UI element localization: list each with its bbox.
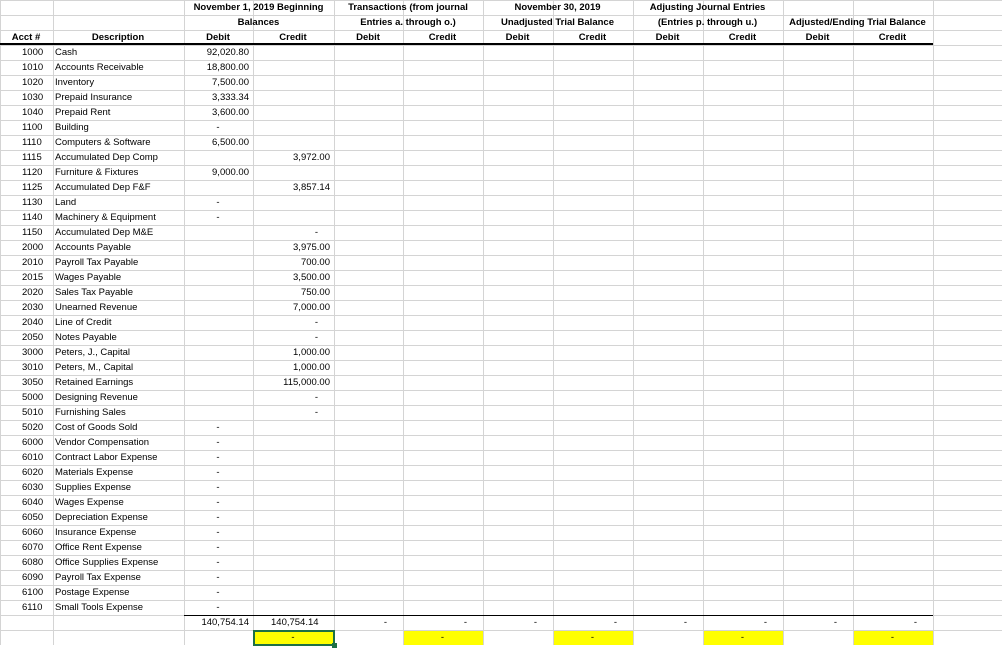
total-cell[interactable]: -	[913, 617, 917, 628]
header-group-title-line2: Adjusted/Ending Trial Balance	[789, 17, 926, 28]
account-name[interactable]: Office Rent Expense	[55, 542, 142, 553]
account-code[interactable]: 6040	[22, 497, 44, 508]
account-name[interactable]: Depreciation Expense	[55, 512, 148, 523]
beginning-debit[interactable]	[187, 330, 249, 345]
check-cell[interactable]: -	[740, 632, 745, 643]
beginning-debit[interactable]: -	[216, 542, 220, 553]
account-name[interactable]: Accumulated Dep Comp	[55, 152, 158, 163]
beginning-credit[interactable]: 3,972.00	[293, 152, 330, 163]
beginning-credit[interactable]: -	[314, 407, 318, 418]
beginning-credit[interactable]	[256, 75, 330, 90]
beginning-debit[interactable]	[187, 255, 249, 270]
total-cell[interactable]: -	[383, 617, 387, 628]
account-code[interactable]: 3000	[22, 347, 44, 358]
header-group-title-line2: Unadjusted Trial Balance	[501, 17, 614, 28]
total-cell[interactable]: 140,754.14	[271, 617, 319, 628]
beginning-credit[interactable]	[256, 510, 330, 525]
beginning-debit[interactable]	[187, 225, 249, 240]
account-name[interactable]: Payroll Tax Payable	[55, 257, 139, 268]
account-code[interactable]: 1125	[22, 182, 43, 193]
beginning-credit[interactable]: 1,000.00	[293, 347, 330, 358]
account-code[interactable]: 1110	[22, 137, 42, 148]
beginning-credit[interactable]	[256, 540, 330, 555]
account-name[interactable]: Unearned Revenue	[55, 302, 138, 313]
account-code[interactable]: 1030	[22, 92, 44, 103]
beginning-debit[interactable]: -	[216, 587, 220, 598]
account-name[interactable]: Building	[55, 122, 89, 133]
beginning-credit[interactable]	[256, 165, 330, 180]
account-code[interactable]: 6090	[22, 572, 44, 583]
beginning-credit[interactable]: -	[314, 392, 318, 403]
check-cell[interactable]: -	[440, 632, 445, 643]
header-credit: Credit	[878, 32, 907, 43]
beginning-credit[interactable]	[256, 465, 330, 480]
account-name[interactable]: Accumulated Dep M&E	[55, 227, 154, 238]
account-name[interactable]: Wages Expense	[55, 497, 124, 508]
account-name[interactable]: Designing Revenue	[55, 392, 138, 403]
account-name[interactable]: Vendor Compensation	[55, 437, 150, 448]
account-name[interactable]: Wages Payable	[55, 272, 122, 283]
beginning-credit[interactable]	[256, 195, 330, 210]
account-code[interactable]: 1100	[22, 122, 43, 133]
beginning-debit[interactable]: 9,000.00	[212, 167, 249, 178]
account-name[interactable]: Cost of Goods Sold	[55, 422, 138, 433]
account-code[interactable]: 6010	[22, 452, 44, 463]
account-name[interactable]: Furnishing Sales	[55, 407, 126, 418]
total-cell[interactable]: -	[533, 617, 537, 628]
beginning-debit[interactable]: 6,500.00	[212, 137, 249, 148]
beginning-debit[interactable]	[187, 240, 249, 255]
account-name[interactable]: Office Supplies Expense	[55, 557, 159, 568]
beginning-credit[interactable]	[256, 60, 330, 75]
account-code[interactable]: 1140	[22, 212, 43, 223]
beginning-credit[interactable]: -	[314, 317, 318, 328]
header-group-title-line2: (Entries p. through u.)	[657, 17, 758, 28]
beginning-debit[interactable]: -	[216, 437, 220, 448]
account-code[interactable]: 3010	[22, 362, 44, 373]
check-cell[interactable]: -	[890, 632, 895, 643]
beginning-debit[interactable]: 18,800.00	[206, 62, 249, 73]
beginning-credit[interactable]: 1,000.00	[293, 362, 330, 373]
beginning-debit[interactable]: -	[216, 527, 220, 538]
account-name[interactable]: Land	[55, 197, 77, 208]
account-code[interactable]: 2000	[22, 242, 44, 253]
account-name[interactable]: Notes Payable	[55, 332, 117, 343]
beginning-debit[interactable]: -	[216, 557, 220, 568]
account-code[interactable]: 2015	[22, 272, 44, 283]
beginning-debit[interactable]	[187, 300, 249, 315]
account-code[interactable]: 2040	[22, 317, 44, 328]
fill-handle[interactable]	[332, 643, 337, 648]
beginning-credit[interactable]	[256, 435, 330, 450]
beginning-credit[interactable]	[256, 480, 330, 495]
beginning-debit[interactable]: -	[216, 197, 220, 208]
header-debit: Debit	[206, 32, 230, 43]
check-cell[interactable]: -	[291, 632, 295, 643]
account-name[interactable]: Furniture & Fixtures	[55, 167, 139, 178]
beginning-credit[interactable]: 115,000.00	[283, 377, 330, 388]
header-credit: Credit	[428, 32, 457, 43]
header-group-title-line1	[786, 0, 929, 15]
beginning-debit[interactable]	[187, 150, 249, 165]
account-name[interactable]: Postage Expense	[55, 587, 130, 598]
account-code[interactable]: 1000	[22, 47, 44, 58]
account-code[interactable]: 1130	[22, 197, 43, 208]
account-name[interactable]: Accounts Receivable	[55, 62, 144, 73]
beginning-credit[interactable]	[256, 525, 330, 540]
account-name[interactable]: Prepaid Rent	[55, 107, 111, 118]
check-cell[interactable]: -	[590, 632, 595, 643]
account-name[interactable]: Materials Expense	[55, 467, 134, 478]
account-name[interactable]: Machinery & Equipment	[55, 212, 156, 223]
beginning-debit[interactable]: -	[216, 512, 220, 523]
header-debit: Debit	[655, 32, 680, 43]
beginning-debit[interactable]: -	[216, 452, 220, 463]
account-code[interactable]: 5000	[22, 392, 44, 403]
beginning-debit[interactable]	[187, 360, 249, 375]
account-name[interactable]: Payroll Tax Expense	[55, 572, 141, 583]
account-code[interactable]: 2020	[22, 287, 44, 298]
account-name[interactable]: Small Tools Expense	[55, 602, 144, 613]
header-acct: Acct #	[11, 32, 41, 43]
header-credit: Credit	[578, 32, 607, 43]
beginning-debit[interactable]: -	[216, 572, 220, 583]
account-name[interactable]: Peters, M., Capital	[55, 362, 134, 373]
beginning-debit[interactable]	[187, 345, 249, 360]
header-group-title-line2: Balances	[237, 17, 280, 28]
active-cell-selection[interactable]	[253, 630, 335, 646]
account-code[interactable]: 1115	[22, 152, 42, 163]
total-cell[interactable]: -	[763, 617, 767, 628]
beginning-credit[interactable]	[256, 120, 330, 135]
beginning-debit[interactable]: -	[216, 482, 220, 493]
beginning-credit[interactable]: 3,500.00	[293, 272, 330, 283]
beginning-credit[interactable]	[256, 420, 330, 435]
total-cell[interactable]: -	[613, 617, 617, 628]
header-credit: Credit	[728, 32, 757, 43]
beginning-credit[interactable]	[256, 570, 330, 585]
account-code[interactable]: 2050	[22, 332, 44, 343]
beginning-credit[interactable]	[256, 135, 330, 150]
account-code[interactable]: 6020	[22, 467, 44, 478]
header-debit: Debit	[356, 32, 380, 43]
beginning-credit[interactable]	[256, 585, 330, 600]
header-group-title-line1: Transactions (from journal	[348, 2, 468, 13]
beginning-debit[interactable]: 92,020.80	[206, 47, 249, 58]
total-cell[interactable]: -	[833, 617, 837, 628]
account-name[interactable]: Prepaid Insurance	[55, 92, 133, 103]
account-code[interactable]: 1040	[22, 107, 44, 118]
beginning-debit[interactable]: -	[216, 467, 220, 478]
beginning-credit[interactable]	[256, 495, 330, 510]
account-code[interactable]: 6030	[22, 482, 44, 493]
account-code[interactable]: 6050	[22, 512, 44, 523]
beginning-credit[interactable]: 700.00	[300, 257, 330, 268]
total-cell[interactable]: 140,754.14	[201, 617, 249, 628]
header-debit: Debit	[805, 32, 830, 43]
account-code[interactable]: 6060	[22, 527, 44, 538]
account-name[interactable]: Accounts Payable	[55, 242, 132, 253]
account-code[interactable]: 1010	[22, 62, 44, 73]
account-name[interactable]: Inventory	[55, 77, 95, 88]
beginning-debit[interactable]	[187, 270, 249, 285]
account-code[interactable]: 5020	[22, 422, 44, 433]
account-code[interactable]: 6100	[22, 587, 44, 598]
account-code[interactable]: 6000	[22, 437, 44, 448]
beginning-debit[interactable]: 7,500.00	[212, 77, 249, 88]
account-name[interactable]: Computers & Software	[55, 137, 151, 148]
account-code[interactable]: 3050	[22, 377, 44, 388]
beginning-credit[interactable]: -	[314, 332, 318, 343]
beginning-credit[interactable]: 7,000.00	[293, 302, 330, 313]
account-name[interactable]: Insurance Expense	[55, 527, 137, 538]
beginning-credit[interactable]	[256, 555, 330, 570]
account-code[interactable]: 2010	[22, 257, 44, 268]
beginning-debit[interactable]	[187, 285, 249, 300]
beginning-debit[interactable]: -	[216, 497, 220, 508]
account-code[interactable]: 2030	[22, 302, 44, 313]
beginning-debit[interactable]	[187, 315, 249, 330]
account-name[interactable]: Accumulated Dep F&F	[55, 182, 151, 193]
account-code[interactable]: 6080	[22, 557, 44, 568]
header-group-title-line1: November 1, 2019 Beginning	[193, 2, 324, 13]
beginning-debit[interactable]: 3,333.34	[212, 92, 249, 103]
beginning-credit[interactable]	[256, 450, 330, 465]
header-description: Description	[91, 32, 145, 43]
beginning-debit[interactable]: -	[216, 122, 220, 133]
beginning-debit[interactable]	[187, 405, 249, 420]
beginning-debit[interactable]: -	[216, 212, 220, 223]
header-debit: Debit	[505, 32, 530, 43]
account-name[interactable]: Sales Tax Payable	[55, 287, 133, 298]
account-name[interactable]: Contract Labor Expense	[55, 452, 158, 463]
account-code[interactable]: 6070	[22, 542, 44, 553]
account-name[interactable]: Retained Earnings	[55, 377, 134, 388]
beginning-credit[interactable]: 3,857.14	[293, 182, 330, 193]
account-code[interactable]: 6110	[22, 602, 43, 613]
account-code[interactable]: 1150	[22, 227, 43, 238]
beginning-credit[interactable]: 750.00	[300, 287, 330, 298]
beginning-credit[interactable]: -	[314, 227, 318, 238]
beginning-credit[interactable]	[256, 45, 330, 60]
account-name[interactable]: Supplies Expense	[55, 482, 132, 493]
beginning-credit[interactable]	[256, 210, 330, 225]
beginning-debit[interactable]	[187, 390, 249, 405]
account-name[interactable]: Cash	[55, 47, 78, 58]
beginning-debit[interactable]: -	[216, 422, 220, 433]
header-group-title-line2: Entries a. through o.)	[360, 17, 456, 28]
account-name[interactable]: Peters, J., Capital	[55, 347, 130, 358]
beginning-credit[interactable]: 3,975.00	[293, 242, 330, 253]
beginning-debit[interactable]	[187, 375, 249, 390]
beginning-debit[interactable]: -	[216, 602, 220, 613]
account-name[interactable]: Line of Credit	[55, 317, 112, 328]
total-cell[interactable]: -	[683, 617, 687, 628]
header-group-title-line1: Adjusting Journal Entries	[649, 2, 766, 13]
beginning-debit[interactable]	[187, 180, 249, 195]
account-code[interactable]: 1120	[22, 167, 43, 178]
beginning-credit[interactable]	[256, 105, 330, 120]
beginning-debit[interactable]: 3,600.00	[212, 107, 249, 118]
beginning-credit[interactable]	[256, 90, 330, 105]
beginning-credit[interactable]	[256, 600, 330, 615]
account-code[interactable]: 5010	[22, 407, 44, 418]
header-credit: Credit	[279, 32, 307, 43]
header-group-title-line1: November 30, 2019	[514, 2, 601, 13]
total-cell[interactable]: -	[463, 617, 467, 628]
account-code[interactable]: 1020	[22, 77, 44, 88]
